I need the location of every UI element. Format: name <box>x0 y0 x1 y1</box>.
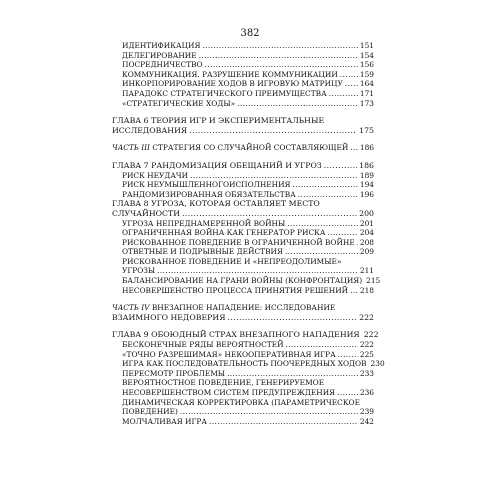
toc-entry-text: НЕСОВЕРШЕНСТВОМ СИСТЕМ ПРЕДУПРЕЖДЕНИЯ <box>122 388 336 397</box>
toc-dot-leader <box>357 238 358 248</box>
toc-page-number: 186 <box>359 160 374 170</box>
toc-entry[interactable] <box>112 228 374 238</box>
toc-entry-text: ИДЕНТИФИКАЦИЯ <box>122 41 201 50</box>
toc-entry-text: ВЗАИМНОГО НЕДОВЕРИЯ <box>112 312 226 322</box>
toc-entry-title <box>122 350 336 360</box>
toc-entry[interactable] <box>112 378 374 388</box>
table-of-contents <box>112 41 385 426</box>
toc-entry-text: УГРОЗЫ <box>122 266 156 276</box>
toc-entry-text: НЕСОВЕРШЕНСТВО ПРОЦЕССА ПРИНЯТИЯ РЕШЕНИЙ <box>122 285 349 295</box>
toc-entry[interactable] <box>112 219 374 229</box>
toc-dot-leader <box>287 219 358 229</box>
toc-entry-text: ДЕЛЕГИРОВАНИЕ <box>122 50 197 60</box>
toc-entry-title <box>122 41 200 51</box>
toc-entry-title <box>122 276 362 286</box>
toc-entry-text: ВНЕЗАПНОЕ НАПАДЕНИЕ: ИССЛЕДОВАНИЕ <box>149 303 336 313</box>
toc-page-number: 196 <box>359 189 374 199</box>
toc-entry-text: УГРОЗА НЕПРЕДНАМЕРЕННОЙ ВОЙНЫ <box>122 218 286 228</box>
toc-entry-title <box>122 266 155 276</box>
toc-entry-text: ВЕРОЯТНОСТНОЕ ПОВЕДЕНИЕ, ГЕНЕРИРУЕМОЕ <box>122 378 325 388</box>
toc-entry-title <box>112 143 348 153</box>
toc-entry-title <box>112 126 187 136</box>
toc-dot-leader <box>350 143 358 153</box>
toc-entry-title <box>112 199 320 208</box>
toc-part-label: ЧАСТЬ IV <box>112 303 150 313</box>
toc-entry[interactable] <box>112 209 374 219</box>
toc-entry-text: ПЕРЕСМОТР ПРОБЛЕМЫ <box>122 368 226 378</box>
toc-entry-title <box>122 340 284 350</box>
toc-entry[interactable] <box>112 199 374 209</box>
toc-page-number: 173 <box>359 98 374 108</box>
toc-entry[interactable] <box>112 247 374 257</box>
toc-entry[interactable] <box>112 51 374 61</box>
toc-dot-leader <box>298 190 358 200</box>
toc-spacer <box>112 153 374 161</box>
toc-page-number: 175 <box>359 125 374 135</box>
toc-dot-leader <box>205 60 358 70</box>
toc-dot-leader <box>209 417 358 427</box>
toc-page-number: 204 <box>359 228 374 238</box>
toc-entry-title <box>122 417 207 427</box>
toc-entry-title <box>122 398 360 407</box>
toc-entry-title <box>122 247 283 257</box>
toc-entry[interactable] <box>112 388 374 398</box>
toc-entry[interactable] <box>112 340 374 350</box>
toc-entry[interactable] <box>112 143 374 153</box>
toc-page-number: 209 <box>359 247 374 257</box>
toc-page-number: 225 <box>359 349 374 359</box>
toc-dot-leader <box>227 369 358 379</box>
toc-entry-title <box>122 89 327 99</box>
toc-entry[interactable] <box>112 417 374 427</box>
toc-entry[interactable] <box>112 41 374 51</box>
toc-entry-text: СЛУЧАЙНОСТИ <box>112 208 180 218</box>
toc-dot-leader <box>293 180 358 190</box>
toc-dot-leader <box>180 407 358 417</box>
toc-entry[interactable] <box>112 369 374 379</box>
toc-entry-title <box>122 369 225 379</box>
toc-page-number: 233 <box>359 368 374 378</box>
toc-entry-text: МОЛЧАЛИВАЯ ИГРА <box>122 416 207 426</box>
toc-entry-title <box>122 228 325 238</box>
toc-entry[interactable] <box>112 398 374 408</box>
page-number: 382 <box>240 28 260 39</box>
toc-page-number: 222 <box>359 312 374 322</box>
toc-page-number: 154 <box>359 50 374 60</box>
toc-entry-text: БЕСКОНЕЧНЫЕ РЯДЫ ВЕРОЯТНОСТЕЙ <box>122 340 284 350</box>
toc-entry-text: ОТВЕТНЫЕ И ПОДРЫВНЫЕ ДЕЙСТВИЯ <box>122 247 283 257</box>
toc-entry-title <box>122 407 178 417</box>
toc-page-number: 215 <box>366 276 381 286</box>
toc-page-number: 242 <box>359 416 374 426</box>
toc-dot-leader <box>350 286 358 296</box>
toc-entry-text: ГЛАВА 6 ТЕОРИЯ ИГР И ЭКСПЕРИМЕНТАЛЬНЫЕ <box>112 116 325 126</box>
toc-page-number: 189 <box>359 170 374 180</box>
toc-entry[interactable] <box>112 79 374 89</box>
toc-entry-text: КОММУНИКАЦИЯ. РАЗРУШЕНИЕ КОММУНИКАЦИИ <box>122 69 338 79</box>
toc-entry[interactable] <box>112 161 374 171</box>
toc-entry-title <box>122 378 324 387</box>
toc-entry-text: ПАРАДОКС СТРАТЕГИЧЕСКОГО ПРЕИМУЩЕСТВА <box>122 88 327 98</box>
toc-page-number: 236 <box>359 388 374 397</box>
toc-entry-text: ДИНАМИЧЕСКАЯ КОРРЕКТИРОВКА (ПАРАМЕТРИЧЕСКОЕ <box>122 397 360 407</box>
toc-entry[interactable] <box>112 126 374 136</box>
toc-entry-title <box>122 359 367 369</box>
toc-page-number: 201 <box>359 218 374 228</box>
toc-entry-text: РИСКОВАННОЕ ПОВЕДЕНИЕ И «НЕПРЕОДОЛИМЫЕ» <box>122 256 342 266</box>
toc-entry-title <box>122 60 203 70</box>
toc-page-number: 208 <box>359 237 374 247</box>
toc-entry[interactable] <box>112 313 374 323</box>
toc-entry-title <box>122 257 341 266</box>
toc-dot-leader <box>337 388 358 398</box>
toc-entry[interactable] <box>112 330 379 340</box>
toc-page-number: 218 <box>359 285 374 295</box>
toc-entry[interactable] <box>112 89 374 99</box>
toc-entry[interactable] <box>112 303 374 313</box>
toc-entry-title <box>122 219 285 229</box>
toc-dot-leader <box>338 350 358 360</box>
toc-dot-leader <box>182 209 357 219</box>
toc-entry-title <box>122 238 355 248</box>
toc-entry[interactable] <box>112 276 381 286</box>
toc-page-number: 156 <box>359 60 374 70</box>
toc-entry-text: РИСК НЕУМЫШЛЕННОГОИСПОЛНЕНИЯ <box>122 180 291 190</box>
toc-entry-text: ГЛАВА 7 РАНДОМИЗАЦИЯ ОБЕЩАНИЙ И УГРОЗ <box>112 160 322 170</box>
toc-page-number: 239 <box>359 407 374 417</box>
toc-entry[interactable] <box>112 180 374 190</box>
toc-spacer <box>112 295 374 303</box>
toc-dot-leader <box>189 126 357 136</box>
toc-entry-title <box>122 190 296 200</box>
toc-entry[interactable] <box>112 190 374 200</box>
toc-entry-text: ГЛАВА 8 УГРОЗА, КОТОРАЯ ОСТАВЛЯЕТ МЕСТО <box>112 199 320 209</box>
toc-dot-leader <box>228 313 358 323</box>
toc-entry[interactable] <box>112 407 374 417</box>
toc-dot-leader <box>324 161 357 171</box>
toc-entry[interactable] <box>112 257 374 267</box>
toc-entry[interactable] <box>112 238 374 248</box>
toc-page-number: 222 <box>359 340 374 350</box>
toc-entry[interactable] <box>112 359 385 369</box>
toc-entry-text: «СТРАТЕГИЧЕСКИЕ ХОДЫ» <box>122 98 236 108</box>
toc-entry-text: ИССЛЕДОВАНИЯ <box>112 125 188 135</box>
toc-page-number: 186 <box>359 143 374 153</box>
toc-entry-text: ПОВЕДЕНИЕ) <box>122 407 178 417</box>
toc-entry-title <box>112 313 226 323</box>
toc-entry-title <box>122 79 343 89</box>
toc-entry-title <box>122 70 338 80</box>
toc-entry-title <box>112 330 360 340</box>
toc-entry-title <box>122 286 348 296</box>
toc-entry-title <box>122 180 291 190</box>
toc-spacer <box>112 108 374 116</box>
toc-entry-text: ОГРАНИЧЕННАЯ ВОЙНА КАК ГЕНЕРАТОР РИСКА <box>122 228 326 238</box>
toc-entry[interactable] <box>112 99 374 109</box>
toc-dot-leader <box>327 228 357 238</box>
toc-page-number: 171 <box>359 88 374 98</box>
toc-dot-leader <box>157 266 358 276</box>
toc-entry-title <box>112 209 180 219</box>
toc-entry-text: ГЛАВА 9 ОБОЮДНЫЙ СТРАХ ВНЕЗАПНОГО НАПАДЕНИЯ <box>112 330 360 340</box>
toc-entry-text: ПОСРЕДНИЧЕСТВО <box>122 60 203 70</box>
toc-entry-text: ИНКОРПОРИРОВАНИЕ ХОДОВ В ИГРОВУЮ МАТРИЦУ <box>122 79 343 89</box>
toc-dot-leader <box>285 247 358 257</box>
toc-page-number: 230 <box>370 359 385 369</box>
toc-page-number: 200 <box>359 208 374 218</box>
toc-dot-leader <box>199 51 358 61</box>
toc-entry[interactable] <box>112 266 374 276</box>
toc-spacer <box>112 322 374 330</box>
toc-entry[interactable] <box>112 350 374 360</box>
toc-entry[interactable] <box>112 286 374 296</box>
toc-dot-leader <box>329 89 358 99</box>
toc-entry-text: ИГРА КАК ПОСЛЕДОВАТЕЛЬНОСТЬ ПООЧЕРЕДНЫХ ХОДОВ <box>122 359 367 369</box>
toc-entry-text: БАЛАНСИРОВАНИЕ НА ГРАНИ ВОЙНЫ (КОНФРОНТАЦИЯ) <box>122 276 363 286</box>
toc-entry-text: РАНДОМИЗИРОВАННАЯ ОБЯЗАТЕЛЬСТВА <box>122 189 296 199</box>
toc-entry-title <box>112 116 324 125</box>
toc-entry-title <box>122 171 188 181</box>
toc-dot-leader <box>286 340 358 350</box>
toc-spacer <box>112 135 374 143</box>
toc-dot-leader <box>190 171 358 181</box>
toc-entry-title <box>112 303 335 312</box>
toc-page-number: 164 <box>359 79 374 89</box>
toc-entry-title <box>122 51 197 61</box>
toc-dot-leader <box>237 99 358 109</box>
toc-dot-leader <box>345 79 358 89</box>
toc-entry-text: СТРАТЕГИЯ СО СЛУЧАЙНОЙ СОСТАВЛЯЮЩЕЙ <box>149 143 349 153</box>
toc-dot-leader <box>202 41 357 51</box>
toc-entry[interactable] <box>112 70 374 80</box>
toc-entry[interactable] <box>112 171 374 181</box>
toc-page-number: 151 <box>359 41 374 50</box>
toc-page-number: 194 <box>359 180 374 190</box>
toc-page-number: 159 <box>359 69 374 79</box>
toc-entry-title <box>122 388 335 398</box>
toc-dot-leader <box>340 70 358 80</box>
toc-part-label: ЧАСТЬ III <box>112 143 150 153</box>
toc-page-number: 211 <box>359 266 374 276</box>
toc-entry-title <box>112 161 322 171</box>
toc-entry-text: «ТОЧНО РАЗРЕШИМАЯ» НЕКООПЕРАТИВНАЯ ИГРА <box>122 349 336 359</box>
toc-entry[interactable] <box>112 60 374 70</box>
toc-page-number: 222 <box>363 330 379 340</box>
toc-entry-title <box>122 99 235 109</box>
toc-entry-text: РИСКОВАННОЕ ПОВЕДЕНИЕ В ОГРАНИЧЕННОЙ ВОЙНЕ <box>122 237 355 247</box>
toc-entry[interactable] <box>112 116 374 126</box>
toc-entry-text: РИСК НЕУДАЧИ <box>122 170 189 180</box>
